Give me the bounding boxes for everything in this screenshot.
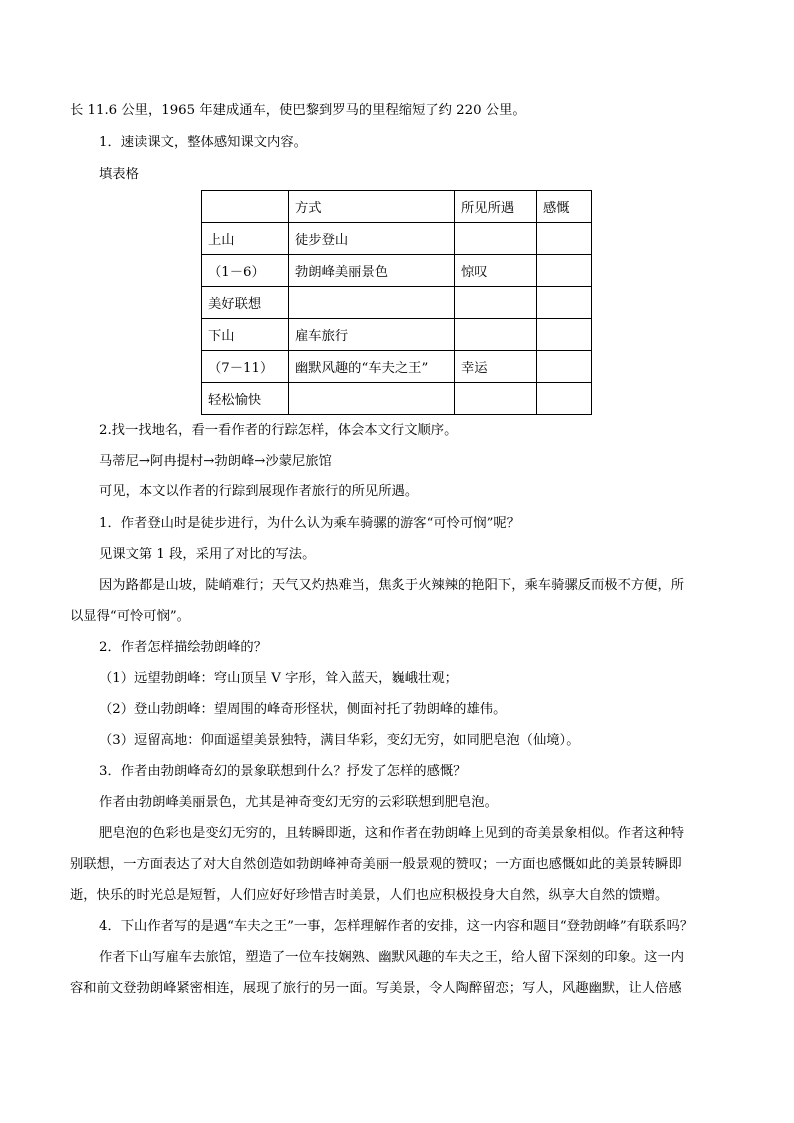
table-row (202, 255, 592, 287)
text-line: 长 11.6 公里，1965 年建成通车，使巴黎到罗马的里程缩短了约 220 公里。 (70, 103, 526, 118)
text-line: 2．作者怎样描绘勃朗峰的？ (99, 640, 268, 655)
text-line: 可见，本文以作者的行踪到展现作者旅行的所见所遇。 (99, 484, 419, 499)
table-cell (289, 287, 455, 319)
table-cell: 惊叹 (455, 255, 537, 287)
text-line: （1）远望勃朗峰：穹山顶呈 V 字形，耸入蓝天，巍峨壮观； (99, 671, 458, 686)
text-line: 1．速读课文，整体感知课文内容。 (99, 135, 307, 150)
table-cell: 勃朗峰美丽景色 (289, 255, 455, 287)
table-cell (455, 287, 537, 319)
table-row (202, 287, 592, 319)
text-line: 作者下山写雇车去旅馆，塑造了一位车技娴熟、幽默风趣的车夫之王，给人留下深刻的印象。这一内 (99, 950, 685, 965)
text-line: 1．作者登山时是徒步进行，为什么认为乘车骑骡的游客“可怜可悯”呢？ (99, 516, 520, 531)
text-line: （3）逗留高地：仰面遥望美景独特，满目华彩，变幻无穷，如同肥皂泡（仙境）。 (99, 733, 580, 748)
table-cell (455, 319, 537, 351)
table-cell: 幸运 (455, 351, 537, 383)
table-row (202, 319, 592, 351)
table-cell (455, 383, 537, 415)
text-line: 逝，快乐的时光总是短暂，人们应好好珍惜吉时美景，人们也应积极投身大自然，纵享大自然的馈赠。 (70, 888, 669, 903)
table-cell (289, 383, 455, 415)
table-cell: 美好联想 (202, 287, 289, 319)
text-line: （2）登山勃朗峰：望周围的峰奇形怪状，侧面衬托了勃朗峰的雄伟。 (99, 702, 507, 717)
table-cell (537, 351, 592, 383)
table-cell (537, 255, 592, 287)
fill-in-table (201, 190, 592, 415)
table-cell (202, 191, 289, 223)
table-cell (537, 383, 592, 415)
table-cell: 雇车旅行 (289, 319, 455, 351)
text-line: 3．作者由勃朗峰奇幻的景象联想到什么？抒发了怎样的感慨？ (99, 764, 467, 779)
table-cell: 轻松愉快 (202, 383, 289, 415)
table-cell: （1－6） (202, 255, 289, 287)
text-line: 作者由勃朗峰美丽景色，尤其是神奇变幻无穷的云彩联想到肥皂泡。 (99, 795, 498, 810)
table-row (202, 223, 592, 255)
text-line: 别联想，一方面表达了对大自然创造如勃朗峰神奇美丽一般景观的赞叹；一方面也感慨如此的美景转瞬即 (70, 857, 682, 872)
table-cell (455, 223, 537, 255)
table-cell: 下山 (202, 319, 289, 351)
table-cell (537, 287, 592, 319)
text-line: 肥皂泡的色彩也是变幻无穷的，且转瞬即逝，这和作者在勃朗峰上见到的奇美景象相似。作者这种特 (99, 826, 685, 841)
text-line: 马蒂尼→阿冉提村→勃朗峰→沙蒙尼旅馆 (99, 454, 332, 469)
text-line: 4．下山作者写的是遇“车夫之王”一事，怎样理解作者的安排，这一内容和题目“登勃朗峰”有联系吗？ (99, 919, 694, 934)
table-cell (537, 319, 592, 351)
table-cell: 上山 (202, 223, 289, 255)
table-cell: 方式 (289, 191, 455, 223)
text-line: 以显得“可怜可悯”。 (70, 609, 190, 624)
text-line: 容和前文登勃朗峰紧密相连，展现了旅行的另一面。写美景，令人陶醉留恋；写人，风趣幽默，让人倍感 (70, 981, 682, 996)
table-cell: （7－11） (202, 351, 289, 383)
text-line: 因为路都是山坡，陡峭难行；天气又灼热难当，焦炙于火辣辣的艳阳下，乘车骑骡反而极不方便，所 (99, 578, 685, 593)
text-line: 2.找一找地名，看一看作者的行踪怎样，体会本文行文顺序。 (99, 423, 458, 438)
table-cell: 徒步登山 (289, 223, 455, 255)
table-cell: 幽默风趣的“车夫之王” (289, 351, 455, 383)
table-cell (537, 223, 592, 255)
table-cell: 感慨 (537, 191, 592, 223)
table-row (202, 383, 592, 415)
text-line: 填表格 (99, 167, 139, 182)
text-line: 见课文第 1 段，采用了对比的写法。 (99, 547, 316, 562)
table-cell: 所见所遇 (455, 191, 537, 223)
table-header-row (202, 191, 592, 223)
table-row (202, 351, 592, 383)
